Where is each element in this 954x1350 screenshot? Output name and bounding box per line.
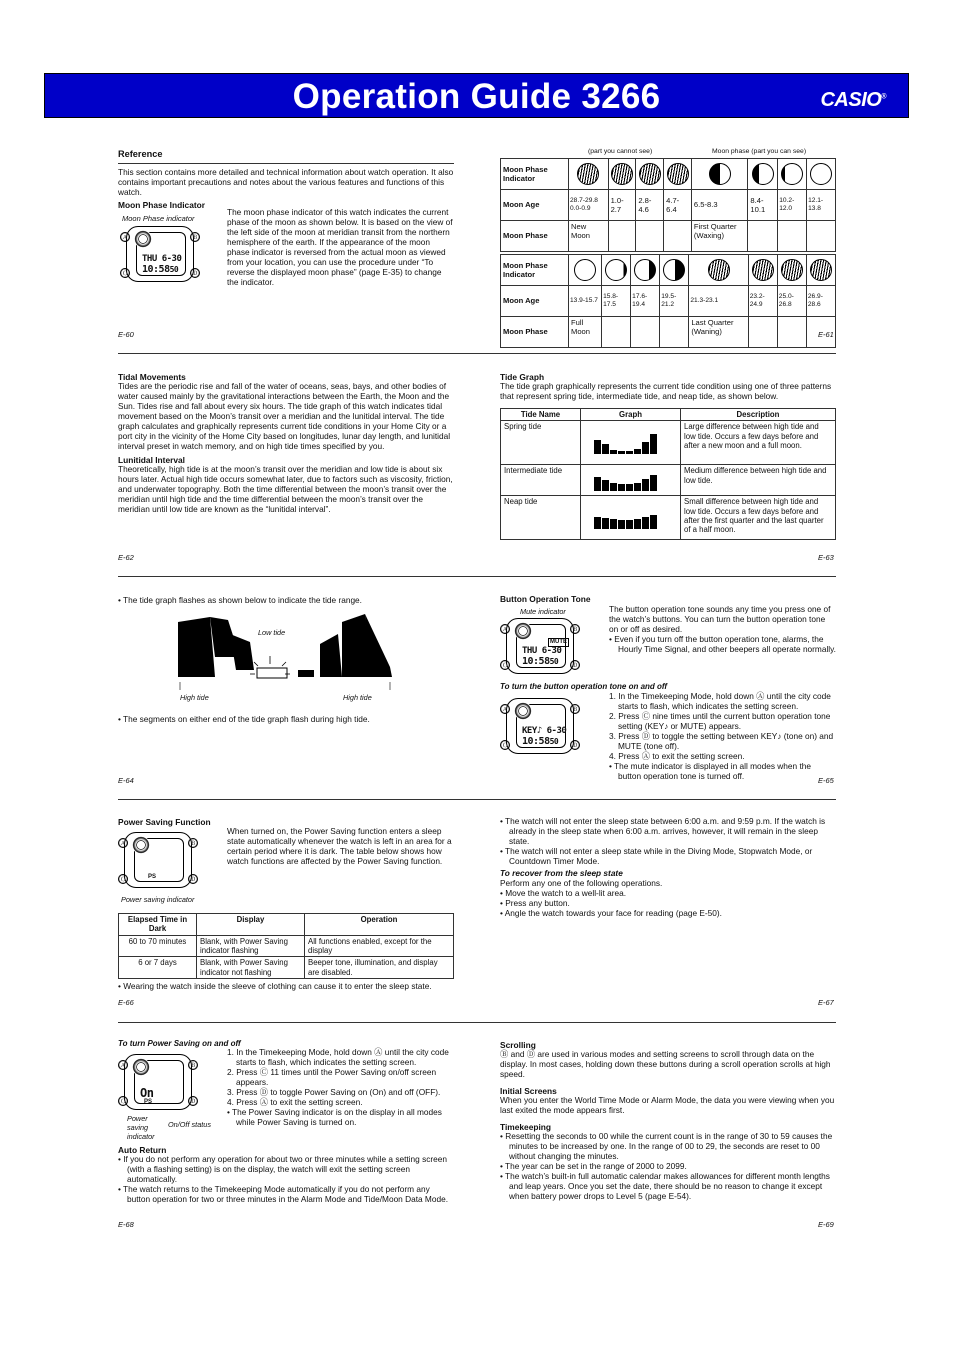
brand-logo: CASIO® — [820, 89, 886, 111]
reference-intro: This section contains more detailed and technical information about watch operation. It also contains important precautions and notes about the various features and functions of this watch. — [118, 167, 454, 197]
section-e63 — [500, 372, 836, 402]
neap-tide-graph — [594, 507, 677, 529]
power-saving-body: When turned on, the Power Saving function enters a sleep state automatically whenever the watch is left in an area for a certain period where it is dark. The table below shows how watch functions are affected by the Power Saving function. — [227, 826, 452, 866]
watch-illustration: MUTE THU 6-30 10:5850 Ⓐ Ⓑ Ⓒ Ⓓ — [500, 618, 580, 674]
table-row: Moon Phase Indicator — [501, 159, 836, 190]
caption-can-see: Moon phase (part you can see) — [712, 148, 807, 155]
moon-icon — [708, 259, 730, 281]
list-item: • The Power Saving indicator is on the display in all modes while Power Saving is turned on. — [227, 1106, 442, 1127]
list-item: • Resetting the seconds to 00 while the current count is in the range of 30 to 59 causes the minutes to be increased by one. In the range of 00 to 29, the seconds are reset to 00 without changing the minutes. — [500, 1131, 833, 1161]
list-item: • The year can be set in the range of 2000 to 2099. — [500, 1160, 687, 1171]
spring-tide-graph — [594, 432, 677, 454]
scrolling-heading: Scrolling — [500, 1040, 536, 1050]
moon-icon — [605, 259, 627, 281]
on-off-status-label: On/Off status — [168, 1120, 211, 1129]
divider — [118, 576, 836, 577]
table-row: Neap tide Small difference between high tide and low tide. Occurs a few days before and after the first quarter and the last quarter of a half moon. — [501, 496, 836, 540]
table-row: 6 or 7 days Blank, with Power Saving indicator not flashing Beeper tone, illumination, and display are disabled. — [119, 957, 454, 979]
list-item: 1. In the Timekeeping Mode, hold down Ⓐ until the city code starts to flash, which indicates the setting screen. — [227, 1047, 449, 1067]
mute-indicator-label: Mute indicator — [520, 607, 566, 616]
initial-screens-heading: Initial Screens — [500, 1085, 557, 1096]
list-item: • Press any button. — [500, 897, 570, 908]
moon-icon — [634, 259, 656, 281]
table-row: Moon Phase Indicator — [501, 255, 836, 286]
page-number: E-67 — [818, 998, 834, 1007]
caption-cannot-see: (part you cannot see) — [588, 148, 653, 155]
page-number: E-69 — [818, 1220, 834, 1229]
page-number: E-65 — [818, 776, 834, 785]
list-item: • The watch will not enter a sleep state while in the Diving Mode, Stopwatch Mode, or Countdown Timer Mode. — [500, 845, 813, 866]
moon-icon — [781, 259, 803, 281]
list-item: • The watch returns to the Timekeeping Mode automatically if you do not perform any button operation for two or three minutes in the Alarm Mode and Tide/Moon Data Mode. — [118, 1183, 448, 1204]
tidal-body: Tides are the periodic rise and fall of the water of oceans, seas, bays, and other bodies of water caused mainly by the gravitational interactions between the Earth, the Moon and the Sun. Tides rise and fall about every six hours. The tide graph of this watch indicates tidal movement based on the Moon’s transit over a meridian and the lunitidal interval. The tide graph calculates and graphically represents current tide conditions in your Home City or a port city in the vicinity of the Home City based on longitudes, lunar day length, and lunitidal interval preset in watch memory, and on high tide times specified by you. — [118, 381, 451, 451]
table-row: Spring tide Large difference between high tide and low tide. Occurs a few days before and after a new moon and a full moon. — [501, 421, 836, 465]
power-saving-steps — [227, 1048, 454, 1128]
tone-procedure-title: To turn the button operation tone on and off — [500, 682, 668, 691]
moon-icon — [810, 259, 832, 281]
reference-heading: Reference — [118, 149, 163, 159]
moon-table-1 — [500, 158, 836, 252]
section-e69: Scrolling Ⓑ and Ⓓ are used in various modes and setting screens to scroll through data on the display. In most cases, holding down these buttons during a scroll operation scrolls at high speed. Initial Screens When you enter the World Time Mode or Alarm Mode, the data you were viewing when you last exited the mode appears first. Timekeeping • Resetting the seconds to 00 while the current count is in the range of 30 to 59 causes the minutes to be increased by one. In the range of 00 to 29, the seconds are reset to 00 without changing the minutes. • The year can be set in the range of 2000 to 2099. • The watch’s built-in full automatic calendar makes allowances for different month lengths and leap years. Once you set the date, there should be no reason to change it except when battery power drops to Level 5 (page E-54). — [500, 1040, 835, 1201]
list-item: • Angle the watch towards your face for reading (page E-50). — [500, 907, 722, 918]
list-item: 3. Press Ⓓ to toggle Power Saving on (On) and off (OFF). — [227, 1086, 441, 1097]
button-tone-heading: Button Operation Tone — [500, 594, 591, 604]
tidal-heading: Tidal Movements — [118, 372, 186, 382]
watch-illustration: PS Ⓐ Ⓑ Ⓒ Ⓓ — [118, 832, 198, 888]
list-item: • The mute indicator is displayed in all modes when the button operation tone is turned off. — [609, 760, 811, 781]
divider — [118, 353, 836, 354]
power-saving-procedure-title: To turn Power Saving on and off — [118, 1039, 241, 1048]
moon-icon — [577, 163, 599, 185]
watch-illustration: On PS Ⓐ Ⓑ Ⓒ Ⓓ — [118, 1054, 198, 1110]
sleeve-note: • Wearing the watch inside the sleeve of clothing can cause it to enter the sleep state. — [118, 981, 432, 991]
moon-icon — [752, 163, 774, 185]
list-item: 3. Press Ⓓ to toggle the setting between KEY♪ (tone on) and MUTE (tone off). — [609, 730, 834, 751]
moon-icon — [663, 259, 685, 281]
page-number: E-61 — [818, 330, 834, 339]
list-item: • Move the watch to a well-lit area. — [500, 887, 627, 898]
list-item: 2. Press Ⓒ 11 times until the Power Saving on/off screen appears. — [227, 1066, 437, 1087]
moon-indicator-heading: Moon Phase Indicator — [118, 199, 206, 210]
watch-illustration: THU 6-30 10:5850 Ⓐ Ⓑ Ⓒ Ⓓ — [120, 226, 200, 282]
tide-graph-intro: The tide graph graphically represents the current tide condition using one of three patterns that represent spring tide, intermediate tide, and neap tide, as shown below. — [500, 381, 832, 402]
tide-flash-note: • The tide graph flashes as shown below to indicate the tide range. — [118, 595, 362, 605]
moon-icon — [752, 259, 774, 281]
list-item: 4. Press Ⓐ to exit the setting screen. — [609, 750, 745, 761]
moon-icon — [709, 163, 731, 185]
power-saving-label: Power saving indicator — [121, 895, 195, 904]
recover-title: To recover from the sleep state — [500, 867, 623, 878]
section-e62 — [118, 372, 454, 515]
page-number: E-62 — [118, 553, 134, 562]
moon-icon — [781, 163, 803, 185]
moon-icon — [611, 163, 633, 185]
title-banner — [44, 73, 909, 118]
list-item: • The watch’s built-in full automatic calendar makes allowances for different month lengths and leap years. Once you set the date, there should be no reason to change it except when battery power drops to Level 5 (page E-54). — [500, 1170, 830, 1201]
table-row: Elapsed Time in Dark Display Operation — [119, 914, 454, 936]
page-number: E-64 — [118, 776, 134, 785]
lunitidal-body: Theoretically, high tide is at the moon’s transit over the meridian and low tide is about six hours later. Actual high tide occurs somewhat later, due to factors such as viscosity, friction, and underwater topography. Both the time differential between the moon’s transit over the meridian until high tide and the time differential between the moon’s transit over the meridian until low tide are known as the “lunitidal interval”. — [118, 463, 453, 514]
tide-graph-illustration — [170, 612, 395, 697]
tide-table — [500, 408, 836, 540]
moon-icon — [667, 163, 689, 185]
list-item: 2. Press Ⓒ nine times until the current button operation tone setting (KEY♪ or MUTE) appears. — [609, 710, 831, 731]
table-row: Intermediate tide Medium difference between high tide and low tide. — [501, 465, 836, 496]
section-e67: • The watch will not enter the sleep state between 6:00 a.m. and 9:59 p.m. If the watch is already in the sleep state when 6:00 a.m. arrives, however, it will remain in the sleep state. • The watch will not enter a sleep state while in the Diving Mode, Stopwatch Mode, or Countdown Timer Mode. To recover from the sleep state Perform any one of the following operations. • Move the watch to a well-lit area. • Press any button. • Angle the watch towards your face for reading (page E-50). — [500, 817, 836, 919]
table-row: Tide Name Graph Description — [501, 409, 836, 421]
list-item: 1. In the Timekeeping Mode, hold down Ⓐ until the city code starts to flash, which indicates the setting screen. — [609, 691, 831, 711]
moon-indicator-label: Moon Phase indicator — [122, 214, 195, 223]
page-title: Operation Guide 3266 — [292, 77, 661, 116]
page-number: E-66 — [118, 998, 134, 1007]
moon-icon — [574, 259, 596, 281]
high-tide-label: High tide — [180, 693, 209, 702]
list-item: • The watch will not enter the sleep state between 6:00 a.m. and 9:59 p.m. If the watch is already in the sleep state when 6:00 a.m. arrives, however, it will remain in the sleep state. — [500, 816, 826, 846]
divider — [118, 1022, 836, 1023]
table-row: Moon Phase Full Moon Last Quarter (Waning) — [501, 317, 836, 348]
table-row: 60 to 70 minutes Blank, with Power Saving indicator flashing All functions enabled, except for the display — [119, 935, 454, 957]
page-number: E-68 — [118, 1220, 134, 1229]
lunitidal-heading: Lunitidal Interval — [118, 454, 186, 465]
high-tide-label: High tide — [343, 693, 372, 702]
table-row: Moon Phase New Moon First Quarter (Waxing) — [501, 221, 836, 252]
table-row: Moon Age 13.9-15.7 15.8-17.5 17.6-19.4 19.5-21.2 21.3-23.1 23.2-24.9 25.0-26.8 26.9-28.6 — [501, 286, 836, 317]
intermediate-tide-graph — [594, 469, 677, 491]
page-number: E-63 — [818, 553, 834, 562]
list-item: 4. Press Ⓐ to exit the setting screen. — [227, 1096, 363, 1107]
watch-illustration: KEY♪ 6-30 10:5850 Ⓐ Ⓑ Ⓒ Ⓓ — [500, 698, 580, 754]
divider — [118, 799, 836, 800]
auto-return-section — [118, 1145, 454, 1205]
low-tide-label: Low tide — [258, 628, 286, 637]
tide-graph-heading: Tide Graph — [500, 372, 545, 382]
button-tone-body: The button operation tone sounds any time you press one of the watch’s buttons. You can turn the button operation tone on or off as desired. • Even if you turn off the button operation tone, alarms, the Hourly Time Signal, and other beepers all operate normally. — [609, 604, 836, 654]
section-e60 — [118, 149, 454, 210]
power-saving-table — [118, 913, 454, 979]
table-row: Moon Age 28.7-29.8 0.0-0.9 1.0-2.7 2.8-4.6 4.7-6.4 6.5-8.3 8.4-10.1 10.2-12.0 12.1-13.8 — [501, 190, 836, 221]
moon-icon — [810, 163, 832, 185]
moon-table-2 — [500, 254, 836, 348]
timekeeping-heading: Timekeeping — [500, 1121, 552, 1132]
list-item: • If you do not perform any operation for about two or three minutes while a setting screen (with a flashing setting) is on the display, the watch will exit the setting screen automatically. — [118, 1154, 447, 1184]
tone-steps — [609, 692, 836, 782]
high-tide-flash-note: • The segments on either end of the tide graph flash during high tide. — [118, 714, 370, 724]
power-saving-heading: Power Saving Function — [118, 817, 211, 827]
moon-icon — [639, 163, 661, 185]
power-saving-indicator-label: Power saving indicator — [127, 1114, 155, 1141]
auto-return-heading: Auto Return — [118, 1145, 167, 1155]
page-number: E-60 — [118, 330, 134, 339]
moon-indicator-body: The moon phase indicator of this watch indicates the current phase of the moon as shown below. It is based on the view of the left side of the moon at meridian transit from the northern hemisphere of the earth. If the appearance of the moon phase indicator is reversed from the actual moon as viewed from your location, you can use the procedure under “To reverse the displayed moon phase” (page E-35) to change the indicator. — [227, 207, 453, 287]
